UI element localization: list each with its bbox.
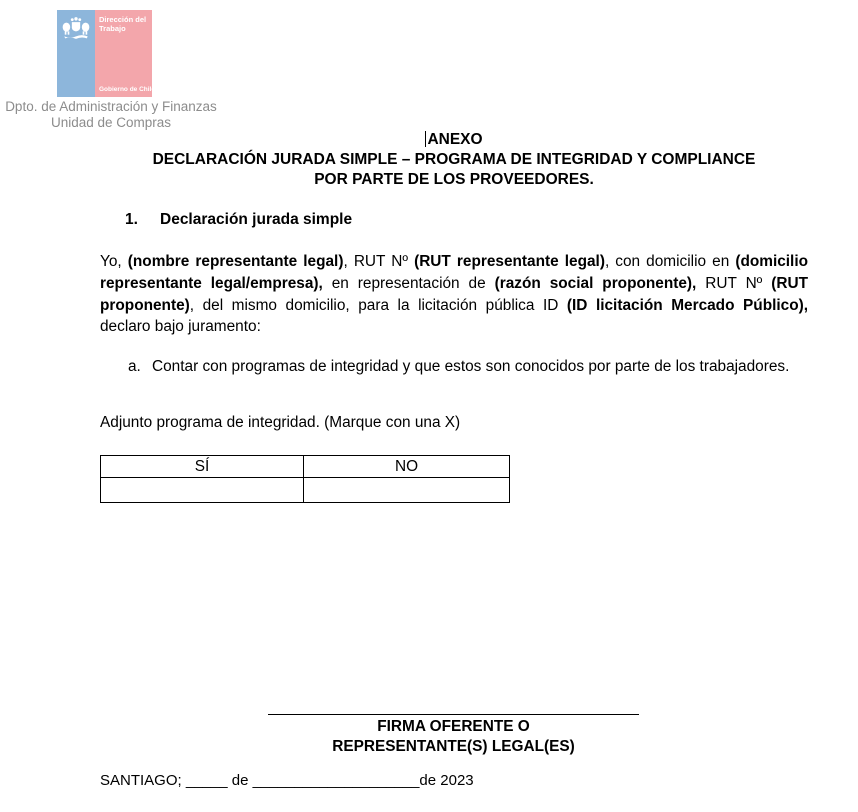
logo-government-label: Gobierno de Chile [99,86,155,93]
logo-pink-panel [95,10,155,97]
list-item-a-marker: a. [128,358,141,375]
logo-brand-line1: Dirección del [99,15,147,24]
signature-caption [268,717,639,756]
logo-brand-line2: Trabajo [99,24,126,33]
title-line-2: DECLARACIÓN JURADA SIMPLE – PROGRAMA DE INTEGRIDAD Y COMPLIANCE [152,151,756,168]
signature-caption-line-1: FIRMA OFERENTE O [377,718,530,735]
section-1-heading [125,211,352,229]
department-block [0,99,222,130]
section-1-title: Declaración jurada simple [160,211,353,228]
signature-caption-line-2: REPRESENTANTE(S) LEGAL(ES) [332,737,575,755]
table-mark-row [101,478,510,503]
title-line-3: POR PARTE DE LOS PROVEEDORES. [314,171,594,188]
table-header-no: NO [304,456,510,478]
attachment-note: Adjunto programa de integridad. (Marque con una X) [100,414,461,431]
logo-brand-name [95,10,152,33]
table-cell-no[interactable] [304,478,510,503]
table-cell-si[interactable] [101,478,304,503]
date-line[interactable]: SANTIAGO; _____ de ____________________de 2023 [100,772,474,789]
direccion-del-trabajo-logo [57,10,155,97]
department-line-1: Dpto. de Administración y Finanzas [5,99,217,114]
list-item-a [128,356,807,378]
document-title [100,130,808,190]
table-header-si: SÍ [101,456,304,478]
signature-line [268,714,639,715]
list-item-a-text: Contar con programas de integridad y que estos son conocidos por parte de los trabajadores. [152,358,790,375]
department-line-2: Unidad de Compras [50,114,172,130]
section-1-number: 1. [125,211,138,228]
table-header-row [101,456,510,478]
logo-blue-panel [57,10,95,97]
yes-no-table [100,455,510,503]
chile-coat-of-arms-icon [61,15,91,41]
declaration-paragraph: Yo, (nombre representante legal), RUT Nº (RUT representante legal), con domicilio en (domicilio representante legal/empresa), en representación de (razón social proponente), RUT Nº (RUT proponente), del mismo domicilio, para la licitación pública ID (ID licitación Mercado Público), declaro bajo juramento: [100,253,809,336]
signature-block [268,714,639,756]
title-line-anexo: ANEXO [427,131,483,148]
